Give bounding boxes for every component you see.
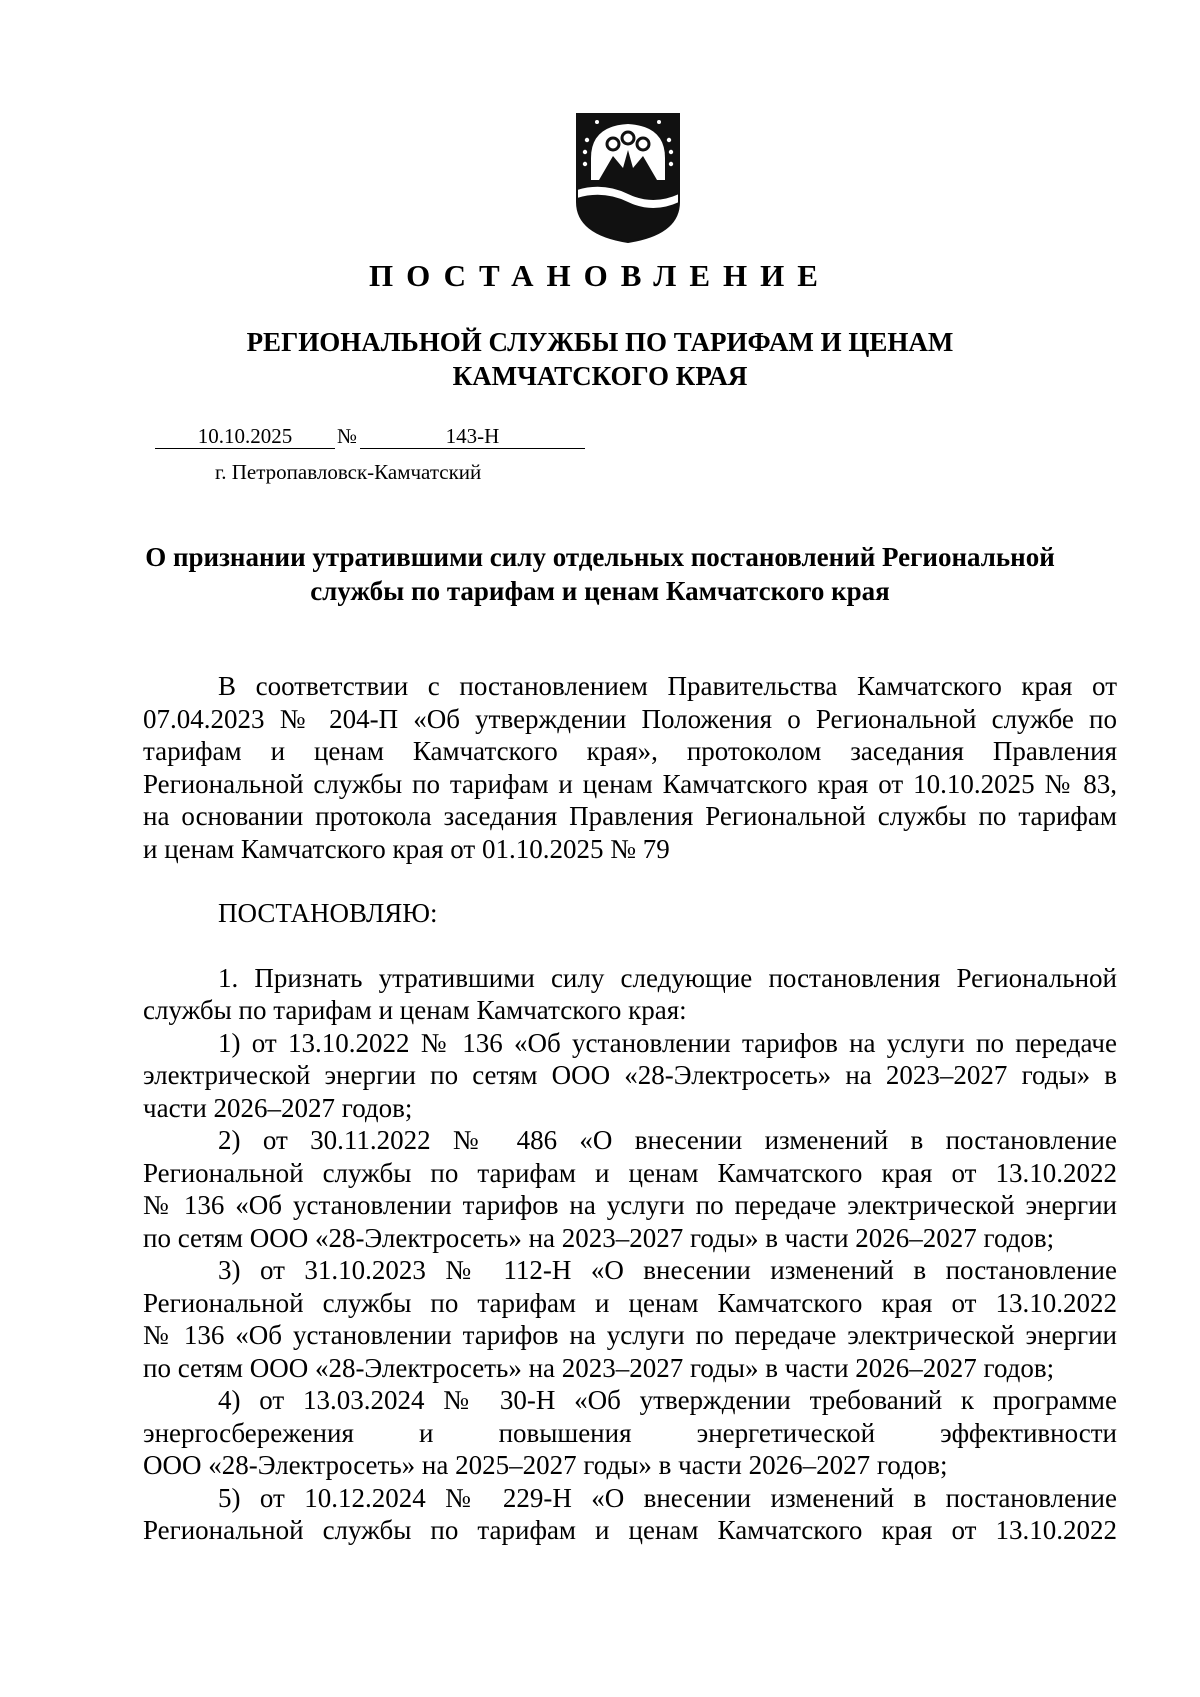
list-item-line: 5) от 10.12.2024 № 229-Н «О внесении изменений в постановление [218, 1482, 1117, 1513]
clause-line: 1. Признать утратившими силу следующие постановления Региональной [218, 962, 1117, 993]
list-item-line: ООО «28-Электросеть» на 2025–2027 годы» в части 2026–2027 годов; [143, 1450, 948, 1480]
list-item-line: Региональной службы по тарифам и ценам Камчатского края от 13.10.2022 [143, 1515, 1117, 1545]
list-item-line: 2) от 30.11.2022 № 486 «О внесении изменений в постановление [218, 1125, 1117, 1155]
coat-of-arms-emblem [573, 110, 683, 246]
list-item-line: 3) от 31.10.2023 № 112-Н «О внесении изменений в постановление [218, 1255, 1117, 1285]
list-item-line: энергосбережения и повышения энергетической эффективности [143, 1417, 1117, 1448]
document-type-title: ПОСТАНОВЛЕНИЕ [369, 258, 831, 293]
subject-line: службы по тарифам и ценам Камчатского края [310, 576, 890, 606]
resolve-heading: ПОСТАНОВЛЯЮ: [218, 898, 438, 928]
list-item-line: 4) от 13.03.2024 № 30-Н «Об утверждении требований к программе [218, 1385, 1117, 1415]
list-item-line: Региональной службы по тарифам и ценам Камчатского края от 13.10.2022 [143, 1157, 1117, 1188]
preamble-line: и ценам Камчатского края от 01.10.2025 № 79 [143, 833, 670, 864]
document-subject [130, 540, 1070, 608]
clause-line: службы по тарифам и ценам Камчатского края: [143, 995, 687, 1025]
place-of-issue: г. Петропавловск-Камчатский [215, 460, 482, 484]
list-item-line: Региональной службы по тарифам и ценам Камчатского края от 13.10.2022 [143, 1287, 1117, 1318]
issuing-authority [0, 325, 1200, 393]
list-item-line: по сетям ООО «28-Электросеть» на 2023–2027 годы» в части 2026–2027 годов; [143, 1222, 1055, 1253]
preamble-line: на основании протокола заседания Правления Региональной службы по тарифам [143, 801, 1117, 831]
number-sign: № [337, 424, 358, 448]
list-item-line: части 2026–2027 годов; [143, 1092, 413, 1123]
date-number-line [155, 424, 585, 452]
list-item-line: № 136 «Об установлении тарифов на услуги по передаче электрической энергии [143, 1320, 1117, 1350]
preamble-line: тарифам и ценам Камчатского края», протоколом заседания Правления [143, 736, 1117, 766]
issuer-line: РЕГИОНАЛЬНОЙ СЛУЖБЫ ПО ТАРИФАМ И ЦЕНАМ [246, 327, 954, 357]
preamble-line: 07.04.2023 № 204-П «Об утверждении Положения о Региональной службе по [143, 703, 1117, 734]
list-item-line: по сетям ООО «28-Электросеть» на 2023–2027 годы» в части 2026–2027 годов; [143, 1352, 1055, 1383]
preamble-line: Региональной службы по тарифам и ценам Камчатского края от 10.10.2025 № 83, [143, 768, 1117, 799]
document-date: 10.10.2025 [155, 424, 335, 449]
list-item-line: 1) от 13.10.2022 № 136 «Об установлении тарифов на услуги по передаче [218, 1027, 1117, 1058]
preamble-line: В соответствии с постановлением Правительства Камчатского края от [218, 671, 1117, 701]
subject-line: О признании утратившими силу отдельных постановлений Региональной [145, 542, 1055, 572]
document-body [143, 670, 1117, 1547]
list-item-line: электрической энергии по сетям ООО «28-Электросеть» на 2023–2027 годы» в [143, 1060, 1117, 1090]
document-number: 143-Н [360, 424, 585, 449]
list-item-line: № 136 «Об установлении тарифов на услуги по передаче электрической энергии [143, 1190, 1117, 1220]
issuer-line: КАМЧАТСКОГО КРАЯ [452, 361, 748, 391]
